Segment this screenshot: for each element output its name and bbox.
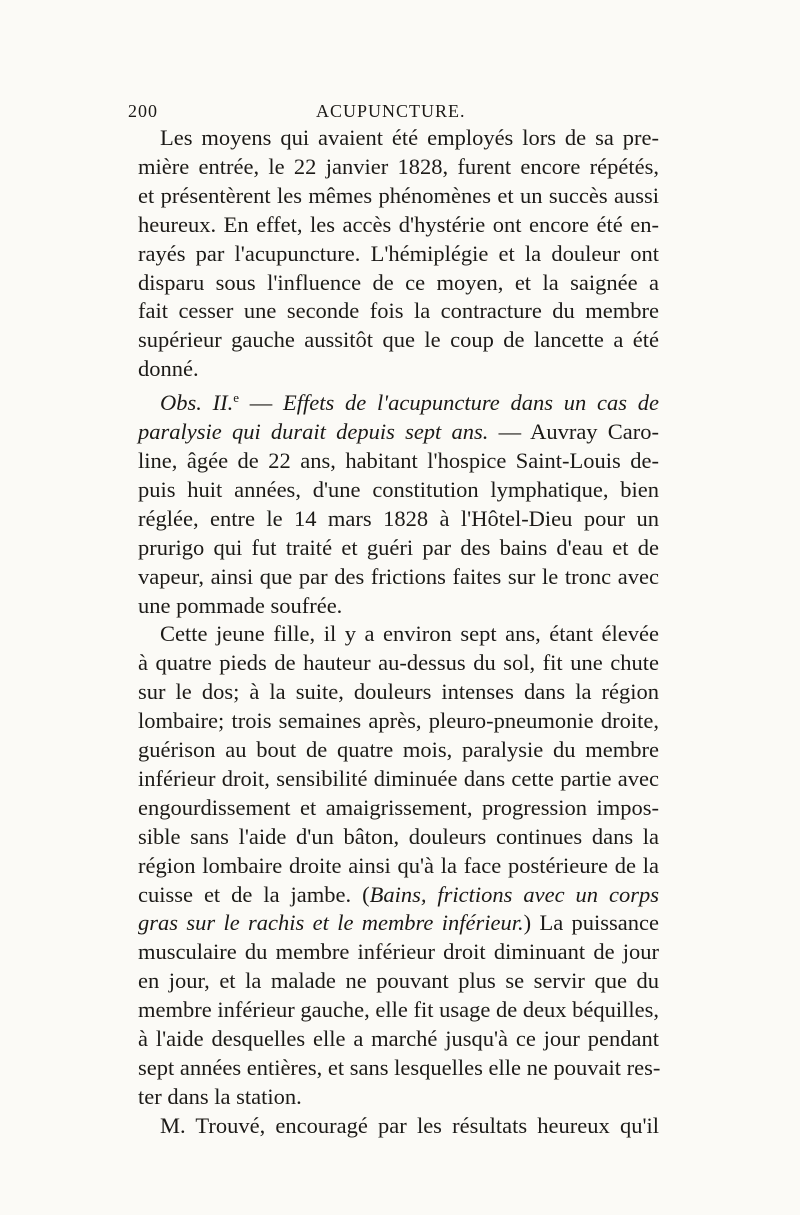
text-line: musculaire du membre inférieur droit diminuant de jour — [138, 939, 659, 965]
observation-title-part1: Effets de l'acupuncture dans un cas de — [283, 390, 659, 416]
body-text — [138, 124, 659, 1141]
text-line: à quatre pieds de hauteur au-dessus du sol, fit une chute — [138, 650, 659, 676]
observation-dash: — — [239, 390, 284, 416]
observation-label: Obs. II. — [160, 390, 234, 416]
text-line: line, âgée de 22 ans, habitant l'hospice Saint-Louis de- — [138, 447, 659, 473]
running-title: ACUPUNCTURE. — [316, 101, 466, 121]
text-line: une pommade soufrée. — [138, 592, 343, 618]
observation-superscript: e — [233, 390, 240, 406]
text-line: sible sans l'aide d'un bâton, douleurs continues dans la — [138, 823, 659, 849]
observation-heading-line — [138, 418, 659, 447]
text-fragment: — Auvray Caro- — [488, 419, 659, 445]
text-line: réglée, entre le 14 mars 1828 à l'Hôtel-Dieu pour un — [138, 505, 659, 531]
text-line — [138, 881, 659, 910]
text-line: région lombaire droite ainsi qu'à la face postérieure de la — [138, 852, 659, 878]
text-line: supérieur gauche aussitôt que le coup de lancette a été — [138, 327, 659, 353]
text-line: puis huit années, d'une constitution lymphatique, bien — [138, 476, 659, 502]
text-line: Cette jeune fille, il y a environ sept ans, étant élevée — [160, 621, 659, 647]
text-line: membre inférieur gauche, elle fit usage de deux béquilles, — [138, 997, 660, 1023]
page-number: 200 — [128, 101, 158, 121]
text-line: fait cesser une seconde fois la contracture du membre — [138, 298, 659, 324]
text-line: lombaire; trois semaines après, pleuro-pneumonie droite, — [138, 708, 659, 734]
text-line: et présentèrent les mêmes phénomènes et un succès aussi — [138, 182, 659, 208]
text-line: en jour, et la malade ne pouvant plus se servir que du — [138, 968, 659, 994]
text-fragment: cuisse et de la jambe. ( — [138, 881, 370, 907]
italic-fragment: gras sur le rachis et le membre inférieur. — [138, 910, 524, 936]
text-line: à l'aide desquelles elle a marché jusqu'à ce jour pendant — [138, 1026, 659, 1052]
italic-fragment: Bains, frictions avec un corps — [369, 881, 659, 907]
text-line: Les moyens qui avaient été employés lors de sa pre- — [160, 125, 659, 150]
text-line: heureux. En effet, les accès d'hystérie ont encore été en- — [138, 211, 659, 237]
text-line: ter dans la station. — [138, 1083, 302, 1109]
text-line: mière entrée, le 22 janvier 1828, furent encore répétés, — [138, 153, 659, 179]
text-line: inférieur droit, sensibilité diminuée dans cette partie avec — [138, 765, 659, 791]
text-line: rayés par l'acupuncture. L'hémiplégie et la douleur ont — [138, 240, 659, 266]
text-line — [138, 909, 659, 938]
text-line: guérison au bout de quatre mois, paralysie du membre — [138, 737, 659, 763]
text-line: prurigo qui fut traité et guéri par des bains d'eau et de — [138, 534, 659, 560]
text-line: disparu sous l'influence de ce moyen, et la saignée a — [138, 269, 659, 295]
text-line: donné. — [138, 356, 199, 382]
text-line: sur le dos; à la suite, douleurs intenses dans la région — [138, 679, 659, 705]
running-head — [128, 101, 668, 125]
text-line: M. Trouvé, encouragé par les résultats heureux qu'il — [160, 1112, 659, 1138]
text-fragment: ) La puissance — [523, 910, 659, 936]
observation-title-part2: paralysie qui durait depuis sept ans. — [138, 419, 489, 445]
text-line: engourdissement et amaigrissement, progression impos- — [138, 794, 659, 820]
observation-heading-line — [138, 384, 659, 418]
text-line: sept années entières, et sans lesquelles elle ne pouvait res- — [138, 1055, 661, 1080]
text-line: vapeur, ainsi que par des frictions faites sur le tronc avec — [138, 563, 659, 589]
